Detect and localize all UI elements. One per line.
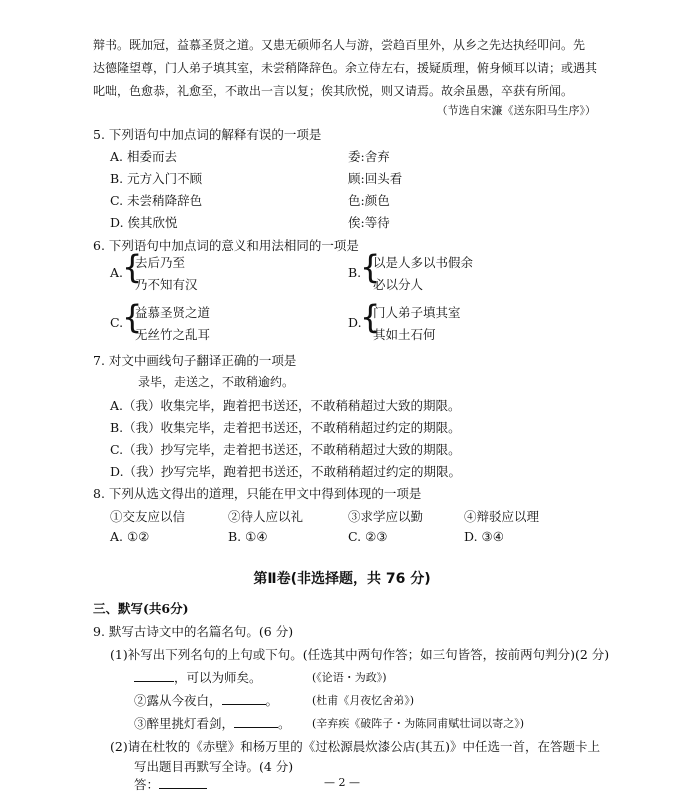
fill-src-2: (辛弃疾《破阵子・为陈同甫赋壮词以寄之》) bbox=[312, 717, 525, 730]
fill-period-1: 。 bbox=[265, 693, 279, 708]
answer-blank[interactable] bbox=[159, 776, 207, 789]
fill-row-1 bbox=[134, 691, 278, 709]
answer-blank[interactable] bbox=[222, 692, 266, 705]
fill-text-1: ②露从今夜白， bbox=[134, 693, 222, 708]
q5-option-a: A. 相委而去 bbox=[110, 149, 177, 164]
passage-line-1: 辩书。既加冠，益慕圣贤之道。又患无硕师名人与游，尝趋百里外，从乡之先达执经叩问。先 bbox=[93, 38, 586, 52]
q7-option-c: C.（我）抄写完毕，走着把书送还，不敢稍稍超过大致的期限。 bbox=[110, 442, 461, 457]
q9-sub1: (1)补写出下列名句的上句或下句。(任选其中两句作答；如三句皆答，按前两句判分)(2 分) bbox=[110, 647, 610, 662]
q5-stem: 5. 下列语句中加点词的解释有误的一项是 bbox=[93, 127, 322, 142]
fill-src-1: (杜甫《月夜忆舍弟》) bbox=[312, 694, 415, 707]
q6-option-b-label: B. bbox=[348, 265, 362, 280]
q5-option-b-expl: 顾:回头看 bbox=[348, 171, 403, 186]
q9-sub2-line2: 写出题目再默写全诗。(4 分) bbox=[134, 759, 294, 774]
fill-row-0 bbox=[134, 668, 262, 686]
q7-quote: 录毕，走送之，不敢稍逾约。 bbox=[138, 375, 295, 389]
fill-row-2 bbox=[134, 714, 291, 732]
q6-option-b-bottom: 必以分人 bbox=[373, 277, 424, 292]
section-title: 第Ⅱ卷(非选择题，共 76 分) bbox=[253, 571, 431, 587]
q6-option-d-label: D. bbox=[348, 315, 362, 330]
q7-option-a: A.（我）收集完毕，跑着把书送还，不敢稍稍超过大致的期限。 bbox=[110, 398, 461, 413]
q6-option-b-top: 以是人多以书假余 bbox=[373, 255, 474, 270]
q9-stem: 9. 默写古诗文中的名篇名句。(6 分) bbox=[93, 624, 294, 639]
fill-src-0: (《论语・为政》) bbox=[312, 671, 387, 684]
q6-option-c-label: C. bbox=[110, 315, 124, 330]
q7-stem: 7. 对文中画线句子翻译正确的一项是 bbox=[93, 353, 297, 368]
fill-period-2: 。 bbox=[278, 716, 291, 731]
brace-icon: { bbox=[360, 298, 381, 336]
q6-option-c-bottom: 无丝竹之乱耳 bbox=[135, 327, 211, 342]
q7-option-b: B.（我）收集完毕，走着把书送还，不敢稍稍超过约定的期限。 bbox=[110, 420, 461, 435]
q6-option-a-top: 去后乃至 bbox=[135, 255, 186, 270]
q8-stem: 8. 下列从选文得出的道理，只能在甲文中得到体现的一项是 bbox=[93, 486, 422, 501]
q5-option-d-expl: 俟:等待 bbox=[348, 215, 390, 230]
q8-option-a: A. ①② bbox=[110, 529, 150, 544]
q8-option-c: C. ②③ bbox=[348, 529, 388, 544]
q5-option-a-expl: 委:舍弃 bbox=[348, 149, 390, 164]
passage-line-2: 达德隆望尊，门人弟子填其室，未尝稍降辞色。余立侍左右，援疑质理，俯身倾耳以请；或遇其 bbox=[93, 61, 598, 75]
part3-heading: 三、默写(共6分) bbox=[93, 601, 189, 616]
page-number: — 2 — bbox=[324, 776, 360, 789]
q8-item-1: ①交友应以信 bbox=[110, 509, 186, 524]
q6-option-d-bottom: 其如土石何 bbox=[373, 327, 436, 342]
answer-blank[interactable] bbox=[134, 669, 174, 682]
brace-icon: { bbox=[122, 248, 143, 286]
fill-text-2: ③醉里挑灯看剑， bbox=[134, 716, 235, 731]
q8-option-b: B. ①④ bbox=[228, 529, 268, 544]
q6-option-a-label: A. bbox=[110, 265, 124, 280]
q5-option-c-expl: 色:颜色 bbox=[348, 193, 390, 208]
q8-item-2: ②待人应以礼 bbox=[228, 509, 304, 524]
answer-row bbox=[134, 775, 207, 793]
q5-option-b: B. 元方入门不顾 bbox=[110, 171, 203, 186]
q6-stem: 6. 下列语句中加点词的意义和用法相同的一项是 bbox=[93, 238, 359, 253]
q6-option-d-top: 门人弟子填其室 bbox=[373, 305, 461, 320]
q6-option-c-top: 益慕圣贤之道 bbox=[135, 305, 211, 320]
brace-icon: { bbox=[122, 298, 143, 336]
q8-item-4: ④辩驳应以理 bbox=[464, 509, 540, 524]
q5-option-c: C. 未尝稍降辞色 bbox=[110, 193, 203, 208]
q9-sub2-line1: (2)请在杜牧的《赤壁》和杨万里的《过松源晨炊漆公店(其五)》中任选一首，在答题卡上 bbox=[110, 739, 600, 754]
passage-source: （节选自宋濂《送东阳马生序》） bbox=[436, 104, 596, 117]
q5-option-d: D. 俟其欣悦 bbox=[110, 215, 178, 230]
q8-item-3: ③求学应以勤 bbox=[348, 509, 424, 524]
q7-option-d: D.（我）抄写完毕，跑着把书送还，不敢稍稍超过约定的期限。 bbox=[110, 464, 462, 479]
passage-line-3: 叱咄，色愈恭，礼愈至，不敢出一言以复；俟其欣悦，则又请焉。故余虽愚，卒获有所闻。 bbox=[93, 84, 574, 98]
brace-icon: { bbox=[360, 248, 381, 286]
fill-text-0: ，可以为师矣。 bbox=[174, 670, 262, 685]
answer-blank[interactable] bbox=[234, 715, 278, 728]
q8-option-d: D. ③④ bbox=[464, 529, 504, 544]
q6-option-a-bottom: 乃不知有汉 bbox=[135, 277, 198, 292]
answer-label: 答： bbox=[134, 777, 160, 792]
